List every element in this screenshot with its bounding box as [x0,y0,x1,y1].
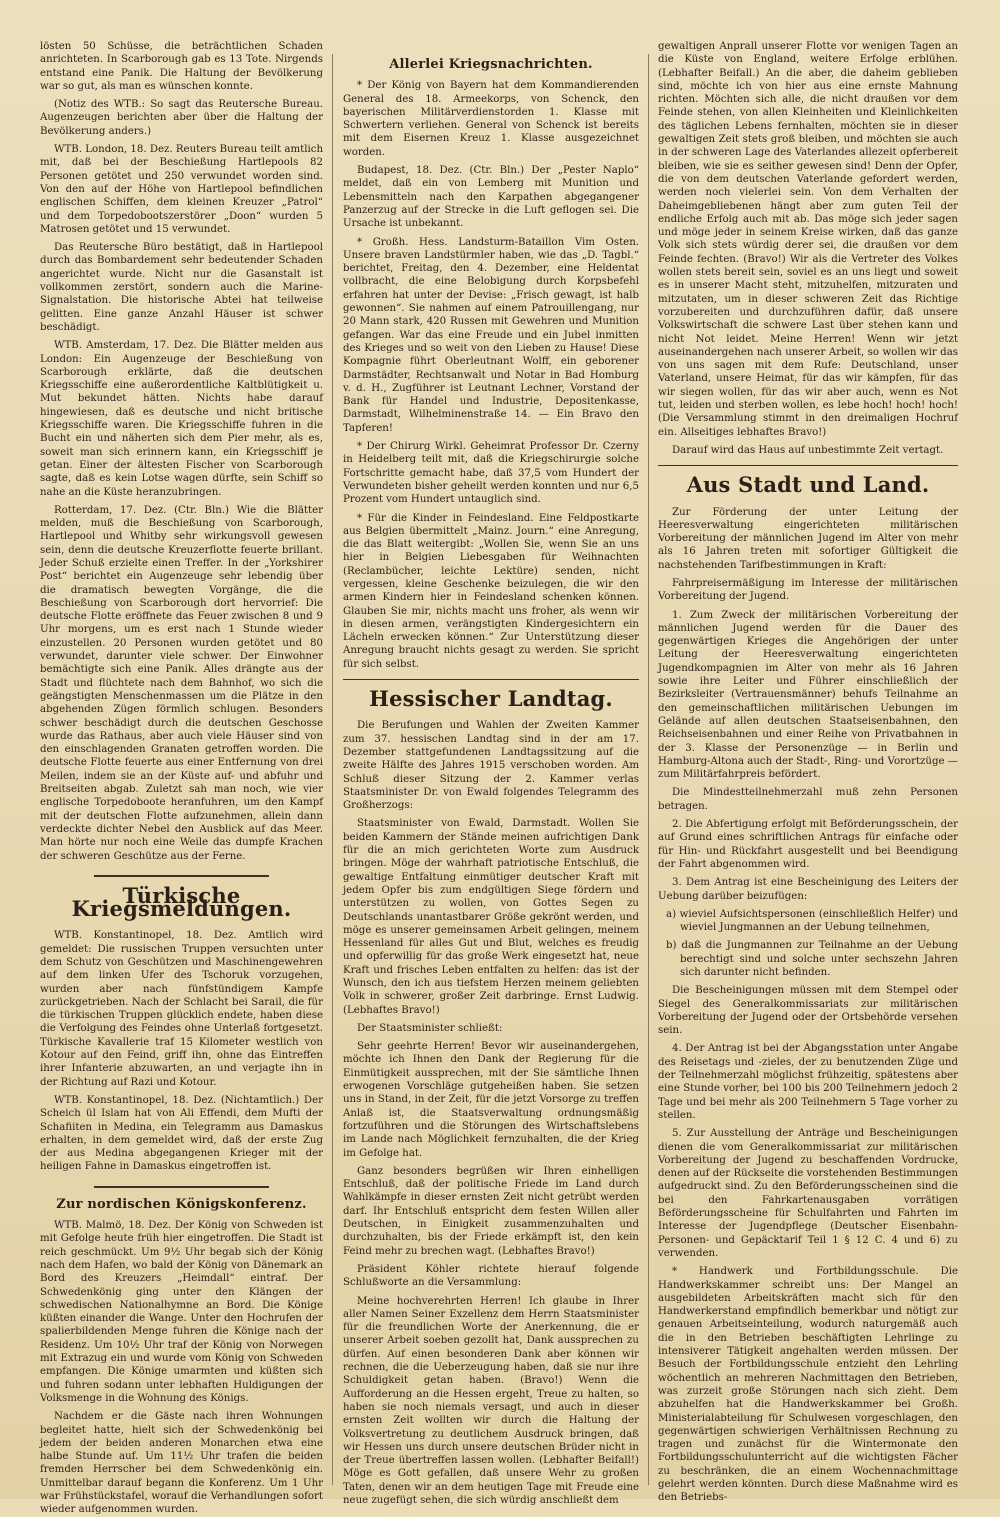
article-paragraph: * Handwerk und Fortbildungsschule. Die Handwerkskammer schreibt uns: Der Mangel an ausgebildeten Arbeitskräften macht sich für den Handwerkerstand empfindlich bemerkbar und nötigt zur genauen Arbeitseinteilung, wodurch naturgemäß auch die in den Betrieben beschäftigten Lehrlinge zu intensiverer Tätigkeit angehalten werden müssen. Der Besuch der Fortbildungsschule entzieht den Lehrling wöchentlich an mehreren Nachmittagen den Betrieben, was zurzeit große Störungen nach sich zieht. Dem abzuhelfen hat die Handwerkskammer bei Großh. Ministerialabteilung für Schulwesen vorgeschlagen, den gegenwärtigen schwierigen Verhältnissen Rechnung zu tragen und zunächst für die Wintermonate den Fortbildungsschulunterricht auf die wichtigsten Fächer zu beschränken, die an einem Wochennachmittage gelehrt werden könnten. Durch diese Maßnahme wird es den Betriebs- [658,1266,958,1504]
article-paragraph: Staatsminister von Ewald, Darmstadt. Wollen Sie beiden Kammern der Stände meinen aufrichtigen Dank für die an mich gerichteten Worte zum Ausdruck bringen. Möge der wahrhaft patriotische Entschluß, die gewaltige Entfaltung einmütiger deutscher Kraft mit jedem Opfer bis zum endgültigen Siege fördern und unterstützen zu wollen, von Gottes Segen zu Deutschlands unantastbarer Größe gekrönt werden, und möge es unserer gemeinsamen Arbeit gelingen, meinem Hessenland für alles Gut und Blut, welches es freudig und opferwillig für das große Werk eingesetzt hat, neue Kraft und frisches Leben entfalten zu helfen: das ist der Wunsch, den ich aus tiefstem Herzen meinem geliebten Volk in schwerer, großer Zeit darbringe. Ernst Ludwig. (Lebhaftes Bravo!) [343,818,639,1016]
article-paragraph: lösten 50 Schüsse, die beträchtlichen Schaden anrichteten. In Scarborough gab es 13 Tote. Nirgends entstand eine Panik. Die Haltung der Bevölkerung war so gut, als man es wünschen konnte. [40,41,323,92]
article-paragraph: WTB. Konstantinopel, 18. Dez. (Nichtamtlich.) Der Scheich ül Islam hat von Ali Effendi, dem Mufti der Schafiiten in Medina, ein Telegramm aus Damaskus erhalten, in dem gemeldet wird, daß der erste Zug der aus Medina abgegangenen Krieger mit der heiligen Fahne in Damaskus eingetroffen ist. [40,1094,323,1173]
section-divider [658,465,958,466]
article-paragraph: 2. Die Abfertigung erfolgt mit Beförderungsschein, der auf Grund eines schriftlichen Antrags für einfache oder für Hin- und Rückfahrt ausgestellt und bei Beendigung der Fahrt abgenommen wird. [658,819,958,870]
article-paragraph: Sehr geehrte Herren! Bevor wir auseinandergehen, möchte ich Ihnen den Dank der Regierung für die Einmütigkeit aussprechen, mit der Sie sämtliche Ihnen erwogenen Vorschläge gutgeheißen haben. Sie setzen uns in Stand, in der Zeit, für die jetzt Vorsorge zu treffen Anlaß ist, die Staatsverwaltung ordnungsmäßig fortzuführen und die Störungen des Wirtschaftslebens im Lande nach Möglichkeit fernzuhalten, die der Krieg im Gefolge hat. [343,1041,639,1159]
section-divider [94,1186,269,1188]
article-paragraph: 5. Zur Ausstellung der Anträge und Bescheinigungen dienen die vom Generalkommissariat zur militärischen Vorbereitung der Jugend zu beschaffenden Vordrucke, denen auf der Rückseite die vorstehenden Bestimmungen aufgedruckt sind. Zu den Beförderungsscheinen sind die bei den Fahrkartenausgaben vorrätigen Beförderungsscheine für Schulfahrten und Fahrten im Interesse der Jugendpflege (Deutscher Eisenbahn-Personen- und Gepäcktarif Teil 1 § 12 C. 4 und 6) zu verwenden. [658,1128,958,1259]
article-paragraph: Meine hochverehrten Herren! Ich glaube in Ihrer aller Namen Seiner Exzellenz dem Herrn Staatsminister für die freundlichen Worte der Anerkennung, die er unserer Arbeit soeben gezollt hat, Dank aussprechen zu dürfen. Auf einen besonderen Dank aber können wir rechnen, die die Ueberzeugung haben, daß sie nur ihre Schuldigkeit getan haben. (Bravo!) Wenn die Aufforderung an die Hessen ergeht, Treue zu halten, so haben sie noch niemals versagt, und auch in dieser ernsten Zeit wollten wir durch die Haltung der Volksvertretung zu deutlichem Ausdruck bringen, daß wir Hessen uns durch unsere deutschen Brüder nicht in der Treue übertreffen lassen wollen. (Lebhafter Beifall!) Möge es Gott gefallen, daß unsere Wehr zu großen Taten, denen wir an dem heutigen Tage mit Freude eine neue zugefügt sehen, die sich würdig anschließt dem [343,1295,639,1506]
article-paragraph: gewaltigen Anprall unserer Flotte vor wenigen Tagen an die Küste von England, weitere Erfolge erblühen. (Lebhafter Beifall.) An die aber, die daheim geblieben sind, möchte ich von hier aus eine ernste Mahnung richten. Möchten sich alle, die nicht draußen vor dem Feinde stehen, von allen Kleinheiten und Kleinlichkeiten des täglichen Lebens fernhalten, möchten sie in dieser gewaltigen Zeit stets groß bleiben, und möchten sie auch in der schweren Lage des Vaterlandes allezeit opferbereit bleiben, wie sie es seither gewesen sind! Denn der Opfer, die von dem deutschen Vaterlande gefordert werden, werden noch vielerlei sein. Von dem Verhalten der Daheimgebliebenen hängt aber zum guten Teil der endliche Erfolg auch mit ab. Das möge sich jeder sagen und möge jeder in seinem Kreise wirken, daß das ganze Volk sich stets würdig derer sei, die draußen vor dem Feinde fechten. (Bravo!) Wir als die Vertreter des Volkes wollen stets bereit sein, soviel es an uns liegt und soweit es in unserer Macht steht, mitzuhelfen, mitzuraten und mitzutaten, um in dieser schweren Zeit das Richtige vorzubereiten und durchzuführen dafür, daß unsere Volkswirtschaft die schwere Last über stehen kann und nicht Not leidet. Meine Herren! Wenn wir jetzt auseinandergehen nach unserer Arbeit, so wollen wir das von uns sagen mit dem Rufe: Deutschland, unser Vaterland, unsere Heimat, für das wir kämpfen, für das wir siegen wollen, für das wir aber auch, wenn es Not tut, leiden und sterben wollen, es lebe hoch! hoch! hoch! (Die Versammlung stimmt in den dreimaligen Hochruf ein. Allseitiges lebhaftes Bravo!) [658,41,958,438]
article-paragraph: (Notiz des WTB.: So sagt das Reutersche Bureau. Augenzeugen berichten aber über die Haltung der Bevölkerung anders.) [40,99,323,137]
article-paragraph: * Großh. Hess. Landsturm-Bataillon Vim Osten. Unsere braven Landstürmler haben, wie das „D. Tagbl.“ berichtet, Freitag, den 4. Dezember, eine Heldentat vollbracht, die eine Belobigung durch Korpsbefehl erfahren hat unter der Devise: „Frisch gewagt, ist halb gewonnen“. Sie nahmen auf einem Patrouillengang, nur 20 Mann stark, 420 Russen mit Gewehren und Munition gefangen. War das eine Freude und ein Jubel inmitten des Krieges und so weit von den Lieben zu Hause! Diese Kompagnie führt Oberleutnant Wolff, ein geborener Darmstädter, Rechtsanwalt und Notar in Bad Homburg v. d. H., Zugführer ist Leutnant Lechner, Vorstand der Bank für Handel und Industrie, Depositenkasse, Darmstadt, Wilhelminenstraße 14. — Ein Bravo den Tapferen! [343,236,639,434]
article-paragraph: WTB. Amsterdam, 17. Dez. Die Blätter melden aus London: Ein Augenzeuge der Beschießung von Scarborough erklärte, daß die deutschen Kriegsschiffe eine außerordentliche Kaltblütigkeit u. Mut bekundet hätten. Nichts habe darauf hingewiesen, daß es deutsche und nicht britische Kriegsschiffe waren. Die Kriegsschiffe fuhren in die Bucht ein und näherten sich dem Pier mehr, als es, soweit man sich erinnern kann, ein Kriegsschiff je getan. Einer der ältesten Fischer von Scarborough sagte, daß es kein Lotse wagen dürfte, sein Schiff so nahe an die Küste heranzubringen. [40,340,323,498]
article-paragraph: Rotterdam, 17. Dez. (Ctr. Bln.) Wie die Blätter melden, muß die Beschießung von Scarborough, Hartlepool und Whitby sehr wirkungsvoll gewesen sein, denn die deutsche Kreuzerflotte feuerte brillant. Jeder Schuß erzielte einen Treffer. In der „Yorkshirer Post“ berichtet ein Augenzeuge sehr lebendig über die dramatisch bewegten Vorgänge, die die Beschießung von Scarborough dort hervorrief: Die deutsche Flotte eröffnete das Feuer zwischen 8 und 9 Uhr morgens, um es erst nach 1 Stunde wieder einzustellen. 20 Personen wurden getötet und 80 verwundet, darunter viele schwer. Der Einwohner bemächtigte sich eine Panik. Alles drängte aus der Stadt und flüchtete nach dem Bahnhof, wo sich die geängstigten Menschenmassen um die Plätze in den abgehenden Zügen förmlich schlugen. Besonders schwer beschädigt durch die deutschen Geschosse wurde das Rathaus, aber auch viele Häuser sind von den einschlagenden Granaten getroffen worden. Die deutsche Flotte feuerte aus einer Entfernung von drei Meilen, indem sie an der Küste auf- und abfuhr und Breitseiten abgab. Zuletzt sah man noch, wie vier englische Torpedoboote heranfuhren, um den Kampf mit der deutschen Flotte aufzunehmen, allein dann verdeckte dichter Nebel den Ausblick auf das Meer. Man hörte nur noch eine Weile das dumpfe Krachen der schweren Geschütze aus der Ferne. [40,504,323,862]
article-paragraph: Zur Förderung der unter Leitung der Heeresverwaltung eingerichteten militärischen Vorbereitung der männlichen Jugend im Alter von mehr als 16 Jahren treten mit sofortiger Gültigkeit die nachstehenden Tarifbestimmungen in Kraft: [658,506,958,571]
article-paragraph: Der Staatsminister schließt: [357,1022,503,1034]
column-middle [343,40,639,1506]
article-paragraph: WTB. Malmö, 18. Dez. Der König von Schweden ist mit Gefolge heute früh hier eingetroffen. Die Stadt ist reich geschmückt. Um 9½ Uhr begab sich der König nach dem Hafen, wo bald der König von Dänemark an Bord des Kreuzers „Heimdall“ eintraf. Der Schwedenkönig ging unter den Klängen der schwedischen Nationalhymne an Bord. Die Könige küßten einander die Wange. Unter den Hochrufen der spalierbildenden Menge fuhren die Könige nach der Residenz. Um 10½ Uhr traf der König von Norwegen mit Extrazug ein und wurde vom König von Schweden empfangen. Die Könige umarmten und küßten sich und fuhren sodann unter lebhaften Huldigungen der Volksmenge in die Wohnung des Königs. [40,1220,323,1404]
section-divider [94,875,269,877]
headline-koenigskonferenz: Zur nordischen Königskonferenz. [56,1196,307,1212]
column-rule [648,54,649,1485]
article-paragraph: Budapest, 18. Dez. (Ctr. Bln.) Der „Pester Naplo“ meldet, daß ein von Lemberg mit Munition und Lebensmitteln nach den Karpathen abgegangener Panzerzug auf der Strecke in die Luft geflogen sei. Die Ursache ist unbekannt. [343,165,639,230]
headline-allerlei-kriegsnachrichten: Allerlei Kriegsnachrichten. [389,57,593,72]
article-paragraph: Ganz besonders begrüßen wir Ihren einhelligen Entschluß, daß der politische Friede im Land durch Wahlkämpfe in dieser ernsten Zeit nicht getrübt werden darf. Ihr Entschluß entspricht dem festen Willen aller Deutschen, in Einigkeit zusammenzuhalten und durchzuhalten, bis der Friede erkämpft ist, den kein Feind mehr zu brechen wagt. (Lebhaftes Bravo!) [343,1165,639,1257]
headline-hessischer-landtag: Hessischer Landtag. [369,686,613,712]
article-paragraph: Die Berufungen und Wahlen der Zweiten Kammer zum 37. hessischen Landtag sind in der am 17. Dezember stattgefundenen Landtagssitzung auf die zweite Hälfte des Jahres 1915 verschoben worden. Am Schluß dieser Sitzung der 2. Kammer verlas Staatsminister Dr. von Ewald folgendes Telegramm des Großherzogs: [343,720,639,812]
article-paragraph: 4. Der Antrag ist bei der Abgangsstation unter Angabe des Reisetags und -zieles, der zu benutzenden Züge und der Teilnehmerzahl möglichst frühzeitig, spätestens aber eine Stunde vorher, bei 100 bis 200 Teilnehmern jedoch 2 Tage und bei mehr als 200 Teilnehmern 5 Tage vorher zu stellen. [658,1043,958,1121]
column-rule [332,54,333,1485]
article-paragraph: Die Mindestteilnehmerzahl muß zehn Personen betragen. [658,787,958,812]
article-paragraph: * Der König von Bayern hat dem Kommandierenden General des 18. Armeekorps, von Schenck, den bayerischen Militärverdienstorden 1. Klasse mit Schwertern verliehen. General von Schenck ist bereits mit dem Eisernen Kreuz 1. Klasse ausgezeichnet worden. [343,80,639,158]
article-paragraph: Die Bescheinigungen müssen mit dem Stempel oder Siegel des Generalkommissariats zur militärischen Vorbereitung der Jugend oder der Ortsbehörde versehen sein. [658,985,958,1037]
article-paragraph: Nachdem er die Gäste nach ihren Wohnungen begleitet hatte, hielt sich der Schwedenkönig bei jedem der beiden anderen Monarchen etwa eine halbe Stunde auf. Um 11½ Uhr trafen die beiden fremden Herrscher bei dem Schwedenkönig ein. Unmittelbar darauf begann die Konferenz. Um 1 Uhr war Frühstückstafel, worauf die Verhandlungen sofort wieder aufgenommen wurden. [40,1411,323,1516]
headline-aus-stadt-und-land: Aus Stadt und Land. [686,472,930,498]
article-paragraph: 1. Zum Zweck der militärischen Vorbereitung der männlichen Jugend werden für die Dauer des gegenwärtigen Krieges die Angehörigen der unter Leitung der Heeresverwaltung eingerichteten Jugendkompagnien im Alter von mehr als 16 Jahren sowie ihre Leiter und Führer einschließlich der Bezirksleiter (Vertrauensmänner) behufs Teilnahme an den gemeinschaftlichen militärischen Uebungen im Gelände auf allen deutschen Staatseisenbahnen, den Reichseisenbahnen und einer Reihe von Privatbahnen in der 3. Klasse der Personenzüge — in Berlin und Hamburg-Altona auch der Stadt-, Ring- und Vorortzüge — zum Militärfahrpreis befördert. [658,609,958,781]
headline-tuerkische-kriegsmeldungen: Türkische Kriegsmeldungen. [71,882,292,922]
article-paragraph: WTB. London, 18. Dez. Reuters Bureau teilt amtlich mit, daß bei der Beschießung Hartlepools 82 Personen getötet und 250 verwundet worden sind. Von den auf der Höhe von Hartlepool befindlichen englischen Schiffen, dem kleinen Kreuzer „Patrol“ und dem Torpedobootszerstörer „Doon“ wurden 5 Matrosen getötet und 15 verwundet. [40,144,323,235]
article-paragraph: 3. Dem Antrag ist eine Bescheinigung des Leiters der Uebung darüber beizufügen: [658,877,958,902]
column-right [658,40,958,1504]
article-paragraph: * Der Chirurg Wirkl. Geheimrat Professor Dr. Czerny in Heidelberg teilt mit, daß die Kriegschirurgie solche Fortschritte gemacht habe, daß 37,5 vom Hundert der Verwundeten bisher geheilt werden konnten und nur 6,5 Prozent vom Hundert untauglich sind. [343,441,639,506]
column-left [40,40,323,1516]
list-item: a) wieviel Aufsichtspersonen (einschließlich Helfer) und wieviel Jungmannen an der Uebung teilnehmen, [666,908,958,934]
article-paragraph: WTB. Konstantinopel, 18. Dez. Amtlich wird gemeldet: Die russischen Truppen versuchten unter dem Schutz von Geschützen und Maschinengewehren auf dem linken Ufer des Tschoruk vorzugehen, wurden aber nach fünfstündigem Kampfe zurückgetrieben. Nach der Schlacht bei Sarail, die für die türkischen Truppen glücklich endete, haben diese die Verfolgung des Feindes ohne Unterlaß fortgesetzt. Türkische Kavallerie traf 15 Kilometer westlich von Kotour auf den Feind, griff ihn, ohne das Eintreffen ihrer Infanterie abzuwarten, an und verjagte ihn in der Richtung auf Razi und Kotour. [40,930,323,1088]
article-paragraph: Fahrpreisermäßigung im Interesse der militärischen Vorbereitung der Jugend. [658,577,958,603]
article-paragraph: * Für die Kinder in Feindesland. Eine Feldpostkarte aus Belgien übermittelt „Mainz. Journ.“ eine Anregung, die das Blatt weitergibt: „Wollen Sie, wenn Sie an uns hier in Belgien Liebesgaben für Weihnachten (Reclambücher, leichte Lektüre) senden, nicht vergessen, kleine Geschenke beizulegen, die wir den armen Kindern hier in Feindesland schenken können. Glauben Sie mir, nichts macht uns froher, als wenn wir in diesen armen, verängstigten Kindergesichtern ein Lächeln erwecken können.“ Zur Unterstützung dieser Anregung braucht nichts gesagt zu werden. Sie spricht für sich selbst. [343,512,639,670]
section-divider [343,679,639,680]
list-item: b) daß die Jungmannen zur Teilnahme an der Uebung berechtigt sind und solche unter sechszehn Jahren sich darunter nicht befinden. [666,940,958,978]
article-paragraph: Präsident Köhler richtete hierauf folgende Schlußworte an die Versammlung: [343,1263,639,1289]
article-paragraph: Darauf wird das Haus auf unbestimmte Zeit vertagt. [672,444,944,456]
article-paragraph: Das Reutersche Büro bestätigt, daß in Hartlepool durch das Bombardement sehr bedeutender Schaden angerichtet wurde. Nicht nur die Gasanstalt ist vollkommen zerstört, sondern auch die Marine-Signalstation. Die historische Abtei hat teilweise gelitten. Eine ganze Anzahl Häuser ist schwer beschädigt. [40,242,323,333]
